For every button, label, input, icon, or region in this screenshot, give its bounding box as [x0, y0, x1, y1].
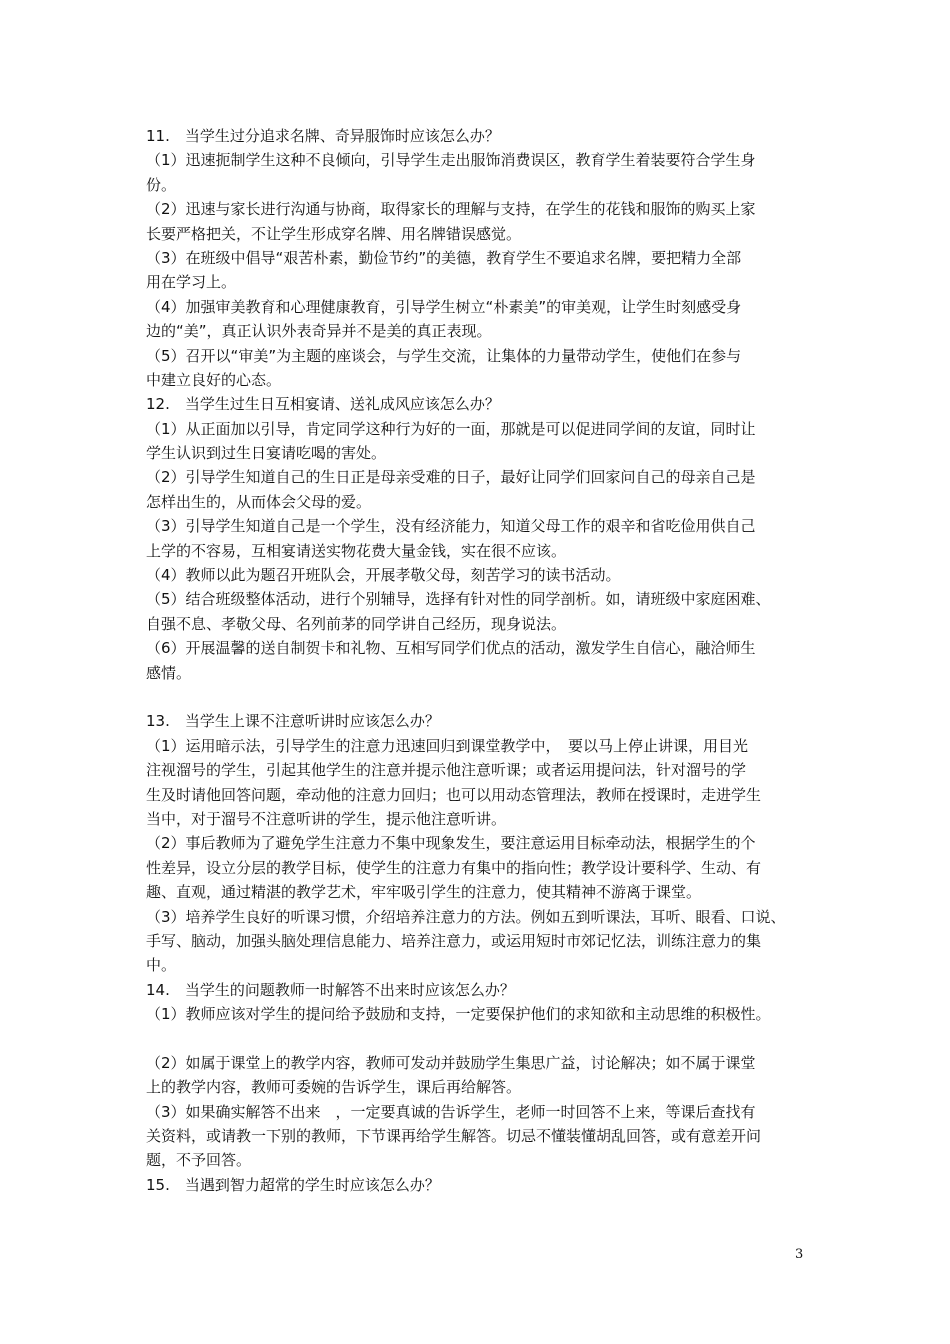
paragraph-line: 手写、脑动，加强头脑处理信息能力、培养注意力，或运用短时市郊记忆法，训练注意力的集 — [146, 931, 762, 950]
blank-line — [146, 685, 822, 709]
paragraph-line: 注视溜号的学生，引起其他学生的注意并提示他注意听课；或者运用提问法，针对溜号的学 — [146, 761, 747, 780]
paragraph-line: 上学的不容易，互相宴请送实物花费大量金钱，实在很不应该。 — [146, 541, 567, 560]
question-heading: 12. 当学生过生日互相宴请、送礼成风应该怎么办？ — [146, 395, 500, 414]
paragraph-line: （1）从正面加以引导，肯定同学这种行为好的一面，那就是可以促进同学间的友谊，同时让 — [146, 419, 756, 438]
paragraph-line: 中建立良好的心态。 — [146, 370, 282, 389]
blank-line — [146, 1026, 822, 1050]
paragraph-line: 用在学习上。 — [146, 273, 237, 292]
document-body — [146, 124, 822, 1197]
paragraph-line: （3）在班级中倡导“艰苦朴素，勤俭节约”的美德，教育学生不要追求名牌，要把精力全部 — [146, 248, 742, 267]
paragraph-line: 自强不息、孝敬父母、名列前茅的同学讲自己经历，现身说法。 — [146, 614, 567, 633]
paragraph-line: （4）教师以此为题召开班队会，开展孝敬父母，刻苦学习的读书活动。 — [146, 566, 621, 585]
paragraph-line: （5）结合班级整体活动，进行个别辅导，选择有针对性的同学剖析。如，请班级中家庭困难、 — [146, 590, 771, 609]
paragraph-line: 关资料，或请教一下别的教师，下节课再给学生解答。切忌不懂装懂胡乱回答，或有意差开问 — [146, 1127, 762, 1146]
paragraph-line: （1）迅速扼制学生这种不良倾向，引导学生走出服饰消费误区，教育学生着装要符合学生身 — [146, 151, 756, 170]
question-heading: 14. 当学生的问题教师一时解答不出来时应该怎么办？ — [146, 980, 515, 999]
paragraph-line: 生及时请他回答问题，牵动他的注意力回归；也可以用动态管理法，教师在授课时，走进学生 — [146, 785, 762, 804]
paragraph-line: （1）教师应该对学生的提问给予鼓励和支持，一定要保护他们的求知欲和主动思维的积极性。 — [146, 1005, 771, 1024]
paragraph-line: （2）如属于课堂上的教学内容，教师可发动并鼓励学生集思广益，讨论解决；如不属于课堂 — [146, 1053, 756, 1072]
paragraph-line: 长要严格把关，不让学生形成穿名牌、用名牌错误感觉。 — [146, 224, 522, 243]
paragraph-line: 学生认识到过生日宴请吃喝的害处。 — [146, 444, 387, 463]
paragraph-line: 题，不予回答。 — [146, 1151, 252, 1170]
paragraph-line: 怎样出生的，从而体会父母的爱。 — [146, 492, 372, 511]
question-heading: 11. 当学生过分追求名牌、奇异服饰时应该怎么办？ — [146, 127, 500, 145]
paragraph-line: （1）运用暗示法，引导学生的注意力迅速回归到课堂教学中， 要以马上停止讲课，用目光 — [146, 736, 749, 755]
paragraph-line: （2）迅速与家长进行沟通与协商，取得家长的理解与支持，在学生的花钱和服饰的购买上家 — [146, 200, 756, 219]
paragraph-line: 性差异，设立分层的教学目标，使学生的注意力有集中的指向性；教学设计要科学、生动、有 — [146, 858, 762, 877]
paragraph-line: 感情。 — [146, 663, 192, 682]
paragraph-line: 上的教学内容，教师可委婉的告诉学生，课后再给解答。 — [146, 1078, 522, 1097]
question-heading: 15. 当遇到智力超常的学生时应该怎么办？ — [146, 1175, 440, 1194]
paragraph-line: （5）召开以“审美”为主题的座谈会，与学生交流，让集体的力量带动学生，使他们在参与 — [146, 346, 742, 365]
paragraph-line: （3）培养学生良好的听课习惯，介绍培养注意力的方法。例如五到听课法，耳听、眼看、口说、 — [146, 907, 786, 926]
paragraph-line: 边的“美”，真正认识外表奇异并不是美的真正表现。 — [146, 322, 492, 341]
paragraph-line: （2）事后教师为了避免学生注意力不集中现象发生，要注意运用目标牵动法，根据学生的个 — [146, 834, 756, 853]
paragraph-line: （3）如果确实解答不出来 ，一定要真诚的告诉学生，老师一时回答不上来，等课后查找有 — [146, 1102, 756, 1121]
paragraph-line: 当中，对于溜号不注意听讲的学生，提示他注意听讲。 — [146, 809, 507, 828]
paragraph-line: （4）加强审美教育和心理健康教育，引导学生树立“朴素美”的审美观，让学生时刻感受身 — [146, 297, 742, 316]
paragraph-line: 份。 — [146, 175, 177, 194]
question-heading: 13. 当学生上课不注意听讲时应该怎么办？ — [146, 712, 440, 731]
paragraph-line: （6）开展温馨的送自制贺卡和礼物、互相写同学们优点的活动，激发学生自信心，融洽师生 — [146, 639, 756, 658]
paragraph-line: （2）引导学生知道自己的生日正是母亲受难的日子，最好让同学们回家问自己的母亲自己是 — [146, 468, 756, 487]
page-number: 3 — [795, 1247, 804, 1262]
paragraph-line: 中。 — [146, 956, 177, 975]
paragraph-line: 趣、直观，通过精湛的教学艺术，牢牢吸引学生的注意力，使其精神不游离于课堂。 — [146, 883, 702, 902]
paragraph-line: （3）引导学生知道自己是一个学生，没有经济能力，知道父母工作的艰辛和省吃俭用供自己 — [146, 517, 756, 536]
